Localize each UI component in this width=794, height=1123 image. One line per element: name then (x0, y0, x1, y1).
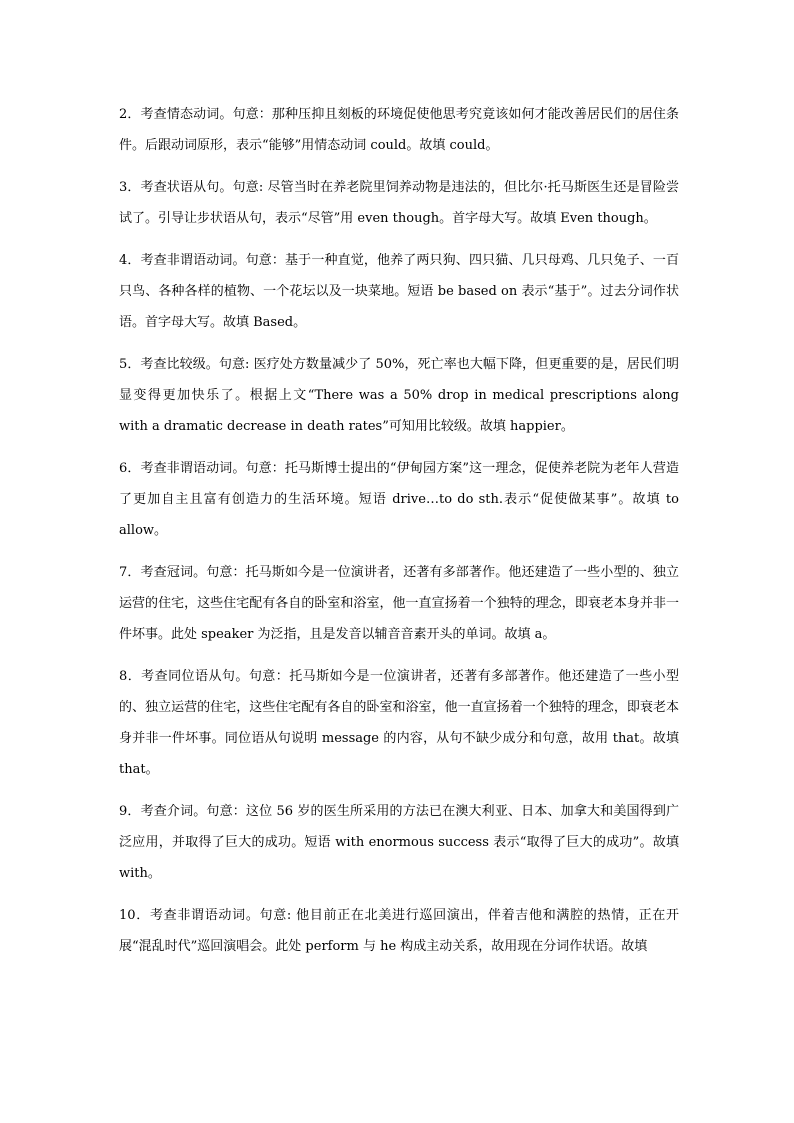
explanation-item-3: 3．考查状语从句。句意: 尽管当时在养老院里饲养动物是违法的，但比尔·托马斯医生还是冒险尝试了。引导让步状语从句，表示“尽管”用 even though。首字母大写。故填 Even though。 (119, 180, 679, 226)
explanation-item-4: 4．考查非谓语动词。句意：基于一种直觉，他养了两只狗、四只猫、几只母鸡、几只兔子、一百只鸟、各种各样的植物、一个花坛以及一块菜地。短语 be based on 表示“基于”。过去分词作状语。首字母大写。故填 Based。 (119, 253, 679, 330)
explanation-item-10: 10．考查非谓语动词。句意: 他目前正在北美进行巡回演出，伴着吉他和满腔的热情，正在开展“混乱时代”巡回演唱会。此处 perform 与 he 构成主动关系，故用现在分词作状语。故填 (119, 908, 679, 954)
explanation-item-2: 2．考查情态动词。句意：那种压抑且刻板的环境促使他思考究竟该如何才能改善居民们的居住条件。后跟动词原形，表示“能够”用情态动词 could。故填 could。 (119, 107, 679, 153)
explanation-item-6: 6．考查非谓语动词。句意：托马斯博士提出的“伊甸园方案”这一理念，促使养老院为老年人营造了更加自主且富有创造力的生活环境。短语 drive…to do sth.表示“促使做某事”。故填 to allow。 (119, 461, 679, 538)
explanation-item-8: 8．考查同位语从句。句意：托马斯如今是一位演讲者，还著有多部著作。他还建造了一些小型的、独立运营的住宅，这些住宅配有各自的卧室和浴室，他一直宣扬着一个独特的理念，即衰老本身并非一件坏事。同位语从句说明 message 的内容，从句不缺少成分和句意，故用 that。故填 that。 (119, 669, 679, 777)
answer-explanations (119, 99, 679, 973)
explanation-item-7: 7．考查冠词。句意：托马斯如今是一位演讲者，还著有多部著作。他还建造了一些小型的、独立运营的住宅，这些住宅配有各自的卧室和浴室，他一直宣扬着一个独特的理念，即衰老本身并非一件坏事。此处 speaker 为泛指，且是发音以辅音音素开头的单词。故填 a。 (119, 565, 679, 642)
explanation-item-9: 9．考查介词。句意：这位 56 岁的医生所采用的方法已在澳大利亚、日本、加拿大和美国得到广泛应用，并取得了巨大的成功。短语 with enormous success 表示“取得了巨大的成功”。故填 with。 (119, 804, 679, 881)
explanation-item-5: 5．考查比较级。句意: 医疗处方数量减少了 50%，死亡率也大幅下降，但更重要的是，居民们明显变得更加快乐了。根据上文“There was a 50% drop in medical prescriptions along with a dramatic decrease in death rates”可知用比较级。故填 happier。 (119, 357, 679, 434)
